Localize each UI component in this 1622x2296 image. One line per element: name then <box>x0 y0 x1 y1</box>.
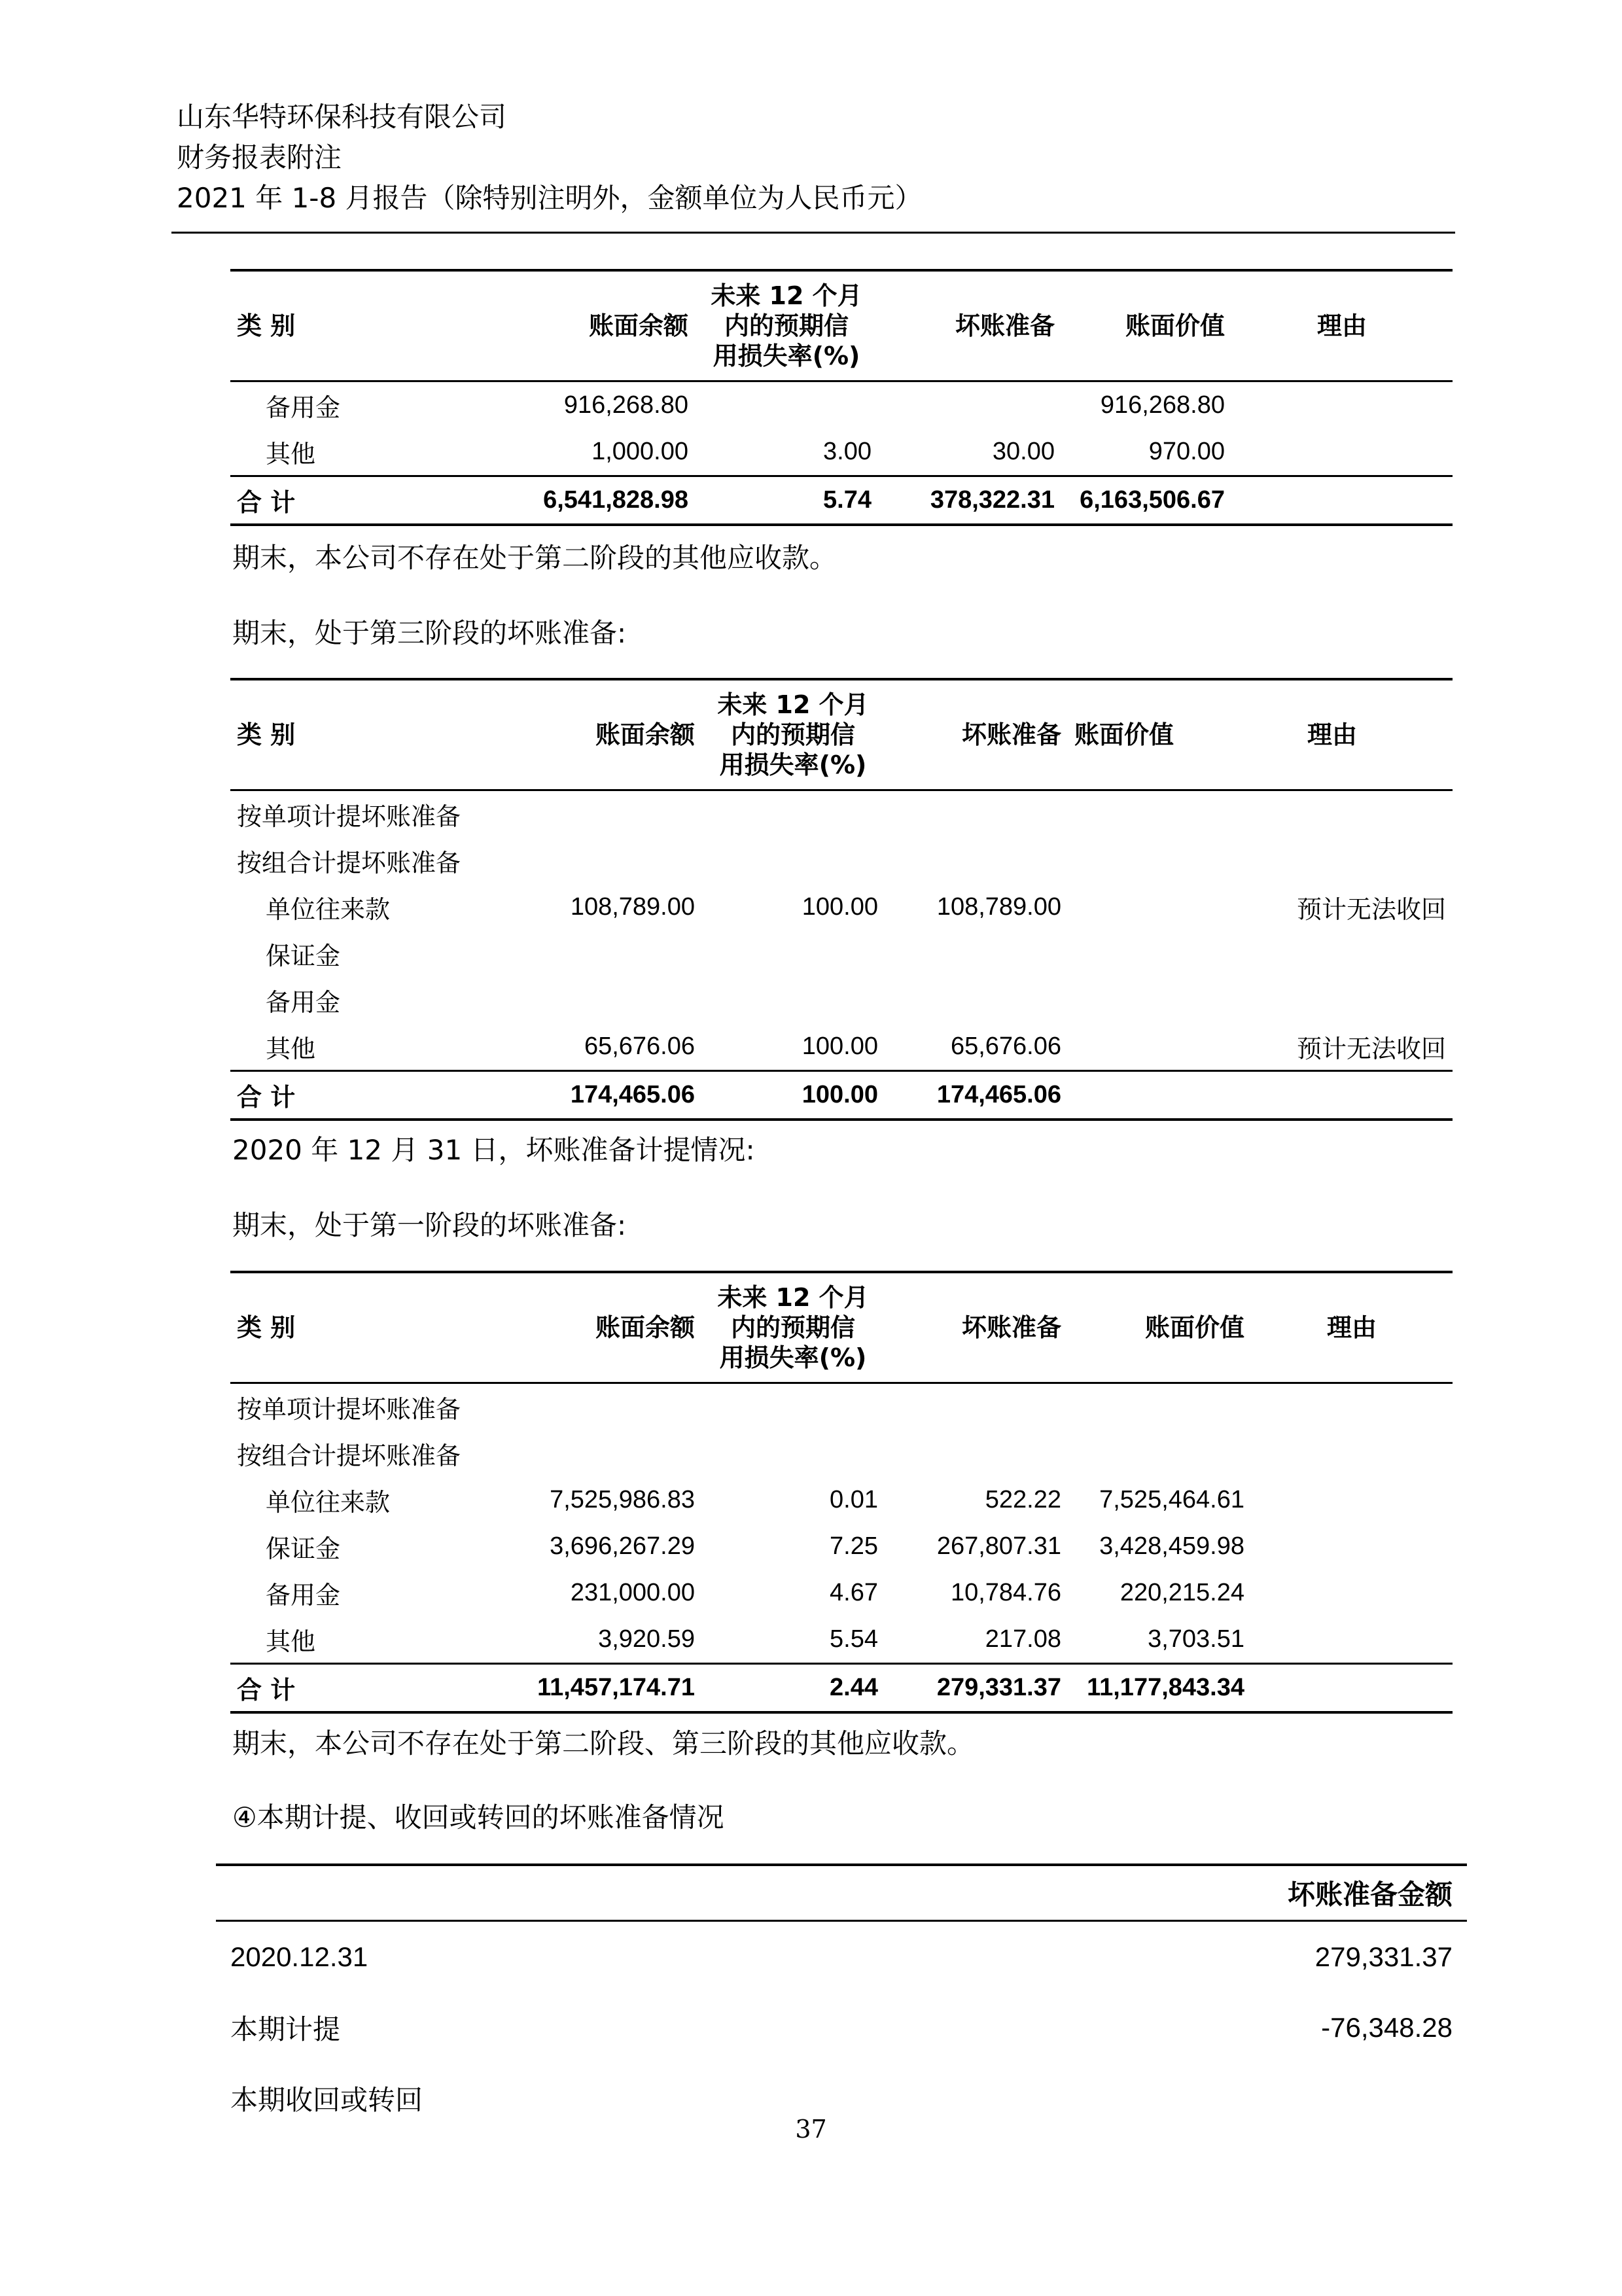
row-label: 备用金 <box>266 393 341 422</box>
table-row <box>230 1430 1453 1477</box>
table-row <box>230 1383 1453 1431</box>
cell-allowance: 279,331.37 <box>936 1674 1061 1701</box>
cell-loss-rate <box>701 1383 885 1431</box>
page-header <box>177 97 923 219</box>
cell-allowance <box>885 790 1068 838</box>
col-category: 类 别 <box>237 311 296 340</box>
cell-loss-rate: 2.44 <box>830 1674 878 1701</box>
cell-loss-rate: 5.54 <box>830 1625 878 1653</box>
cell-allowance <box>885 1430 1068 1477</box>
col-book-balance: 账面余额 <box>595 1313 695 1342</box>
note-stage3-title: 期末，处于第三阶段的坏账准备: <box>232 617 627 649</box>
row-label: 其他 <box>266 440 316 468</box>
stage3-table <box>230 678 1453 1121</box>
cell-book-balance <box>485 1383 701 1431</box>
cell-book-balance: 3,696,267.29 <box>550 1532 695 1560</box>
cell-loss-rate <box>695 381 878 429</box>
row-label: 保证金 <box>266 1534 341 1563</box>
table-row <box>230 930 1453 977</box>
table-row <box>230 790 1453 838</box>
table-row <box>230 429 1453 476</box>
col-category: 类 别 <box>237 1313 296 1342</box>
cell-reason <box>1251 1430 1453 1477</box>
row-label: 按单项计提坏账准备 <box>237 1395 461 1424</box>
cell-carrying: 11,177,843.34 <box>1087 1674 1244 1701</box>
table-row <box>216 1992 1467 2063</box>
header-rule <box>171 232 1455 234</box>
cell-allowance <box>885 977 1068 1023</box>
note-no-stage2-3: 期末，本公司不存在处于第二阶段、第三阶段的其他应收款。 <box>232 1727 975 1759</box>
cell-allowance <box>885 1383 1068 1431</box>
row-label: 单位往来款 <box>266 895 391 924</box>
row-label: 备用金 <box>266 1581 341 1610</box>
cell-book-balance: 7,525,986.83 <box>550 1486 695 1513</box>
movement-amount: -76,348.28 <box>1321 2012 1453 2043</box>
movement-amount: 279,331.37 <box>1314 1941 1453 1972</box>
company-name: 山东华特环保科技有限公司 <box>177 101 507 133</box>
note-stage2: 期末，本公司不存在处于第二阶段的其他应收款。 <box>232 542 837 574</box>
cell-allowance: 65,676.06 <box>950 1033 1061 1060</box>
cell-loss-rate: 5.74 <box>823 486 872 514</box>
row-label: 合 计 <box>237 488 296 517</box>
cell-carrying <box>1068 790 1212 838</box>
cell-reason <box>1251 1616 1453 1664</box>
cell-loss-rate: 100.00 <box>802 1033 878 1060</box>
note-stage1-title: 期末，处于第一阶段的坏账准备: <box>232 1209 627 1241</box>
row-label: 单位往来款 <box>266 1488 391 1517</box>
cell-carrying: 220,215.24 <box>1120 1579 1244 1606</box>
table-row <box>230 1477 1453 1523</box>
cell-book-balance: 3,920.59 <box>598 1625 695 1653</box>
col-carrying: 账面价值 <box>1144 1313 1244 1342</box>
note-movement-title: ④本期计提、收回或转回的坏账准备情况 <box>232 1801 724 1833</box>
cell-carrying <box>1068 1383 1251 1431</box>
cell-allowance: 10,784.76 <box>950 1579 1061 1606</box>
cell-loss-rate: 4.67 <box>830 1579 878 1606</box>
cell-book-balance: 6,541,828.98 <box>543 486 688 514</box>
row-label: 其他 <box>266 1627 316 1656</box>
stage1-table-2020 <box>230 1271 1453 1714</box>
cell-reason <box>1212 790 1453 838</box>
table-row <box>216 1921 1467 1993</box>
cell-book-balance: 231,000.00 <box>570 1579 695 1606</box>
row-label: 备用金 <box>266 988 341 1017</box>
col-category: 类 别 <box>237 720 296 749</box>
table-row <box>230 884 1453 930</box>
cell-loss-rate <box>701 1430 885 1477</box>
note-2020-title: 2020 年 12 月 31 日，坏账准备计提情况: <box>232 1134 755 1166</box>
cell-loss-rate <box>701 977 885 1023</box>
cell-reason: 预计无法收回 <box>1296 895 1446 924</box>
row-label: 合 计 <box>237 1676 296 1704</box>
cell-book-balance <box>485 1430 701 1477</box>
table-row <box>230 1616 1453 1664</box>
movement-label: 2020.12.31 <box>230 1941 368 1972</box>
table-row <box>230 381 1453 429</box>
cell-book-balance: 11,457,174.71 <box>537 1674 695 1701</box>
cell-book-balance: 65,676.06 <box>584 1033 695 1060</box>
cell-allowance: 108,789.00 <box>936 893 1061 921</box>
cell-reason <box>1212 838 1453 884</box>
col-allowance-amount: 坏账准备金额 <box>1287 1879 1453 1911</box>
allowance-movement-table <box>216 1863 1467 2134</box>
cell-reason <box>1251 1664 1453 1713</box>
row-label: 保证金 <box>266 942 341 970</box>
col-allowance: 坏账准备 <box>955 311 1055 340</box>
cell-reason <box>1251 1477 1453 1523</box>
cell-allowance <box>878 381 1061 429</box>
table-row <box>230 1523 1453 1570</box>
col-reason: 理由 <box>1307 720 1357 749</box>
cell-book-balance: 174,465.06 <box>570 1081 695 1108</box>
cell-carrying: 916,268.80 <box>1100 391 1225 419</box>
cell-reason <box>1231 381 1453 429</box>
table-header-row <box>230 270 1453 381</box>
cell-loss-rate: 0.01 <box>830 1486 878 1513</box>
cell-loss-rate: 100.00 <box>802 1081 878 1108</box>
cell-loss-rate: 3.00 <box>823 438 872 465</box>
cell-allowance: 174,465.06 <box>936 1081 1061 1108</box>
movement-label: 本期计提 <box>230 2013 341 2045</box>
cell-carrying: 970.00 <box>1148 438 1225 465</box>
cell-loss-rate: 100.00 <box>802 893 878 921</box>
cell-allowance <box>885 930 1068 977</box>
cell-book-balance: 108,789.00 <box>570 893 695 921</box>
cell-book-balance: 1,000.00 <box>591 438 688 465</box>
table-header-row <box>230 679 1453 790</box>
col-carrying: 账面价值 <box>1125 311 1225 340</box>
cell-book-balance <box>485 838 701 884</box>
cell-reason <box>1251 1523 1453 1570</box>
cell-book-balance <box>485 930 701 977</box>
cell-allowance: 30.00 <box>992 438 1055 465</box>
cell-reason <box>1231 429 1453 476</box>
table-row <box>230 1023 1453 1071</box>
cell-carrying: 3,703.51 <box>1148 1625 1244 1653</box>
row-label: 按组合计提坏账准备 <box>237 1441 461 1470</box>
total-row <box>230 1664 1453 1713</box>
cell-carrying <box>1068 884 1212 930</box>
cell-carrying <box>1068 1071 1212 1120</box>
row-label: 按组合计提坏账准备 <box>237 849 461 877</box>
movement-label: 本期收回或转回 <box>230 2084 423 2116</box>
col-loss-rate: 未来 12 个月 内的预期信 用损失率(%) <box>717 690 869 779</box>
cell-loss-rate: 7.25 <box>830 1532 878 1560</box>
cell-reason <box>1251 1383 1453 1431</box>
col-book-balance: 账面余额 <box>588 311 688 340</box>
cell-carrying <box>1068 977 1212 1023</box>
cell-reason <box>1212 1071 1453 1120</box>
cell-reason <box>1212 977 1453 1023</box>
col-loss-rate: 未来 12 个月 内的预期信 用损失率(%) <box>717 1283 869 1372</box>
cell-carrying <box>1068 1430 1251 1477</box>
cell-carrying: 3,428,459.98 <box>1099 1532 1244 1560</box>
table-row <box>230 1570 1453 1616</box>
row-label: 合 计 <box>237 1083 296 1112</box>
row-label: 按单项计提坏账准备 <box>237 802 461 831</box>
cell-carrying <box>1068 838 1212 884</box>
cell-book-balance <box>485 977 701 1023</box>
col-reason: 理由 <box>1316 311 1367 340</box>
total-row <box>230 1071 1453 1120</box>
cell-loss-rate <box>701 790 885 838</box>
cell-carrying <box>1068 1023 1212 1071</box>
cell-allowance: 267,807.31 <box>936 1532 1061 1560</box>
row-label: 其他 <box>266 1034 316 1063</box>
col-allowance: 坏账准备 <box>961 720 1061 749</box>
col-carrying: 账面价值 <box>1074 720 1174 749</box>
stage1-table-continued <box>230 269 1453 526</box>
cell-allowance: 378,322.31 <box>930 486 1055 514</box>
cell-loss-rate <box>701 930 885 977</box>
cell-book-balance <box>485 790 701 838</box>
col-book-balance: 账面余额 <box>595 720 695 749</box>
cell-reason <box>1231 476 1453 525</box>
cell-carrying: 6,163,506.67 <box>1080 486 1225 514</box>
period-note: 2021 年 1-8 月报告（除特别注明外，金额单位为人民币元） <box>177 182 923 214</box>
cell-carrying: 7,525,464.61 <box>1099 1486 1244 1513</box>
movement-header-row <box>216 1865 1467 1921</box>
cell-book-balance: 916,268.80 <box>563 391 688 419</box>
cell-reason <box>1212 930 1453 977</box>
cell-allowance: 217.08 <box>985 1625 1061 1653</box>
cell-reason <box>1251 1570 1453 1616</box>
col-allowance: 坏账准备 <box>961 1313 1061 1342</box>
cell-reason: 预计无法收回 <box>1296 1034 1446 1063</box>
table-row <box>230 977 1453 1023</box>
document-title: 财务报表附注 <box>177 141 342 173</box>
table-row <box>230 838 1453 884</box>
cell-allowance <box>885 838 1068 884</box>
col-reason: 理由 <box>1326 1313 1377 1342</box>
cell-allowance: 522.22 <box>985 1486 1061 1513</box>
table-header-row <box>230 1272 1453 1383</box>
cell-carrying <box>1068 930 1212 977</box>
cell-loss-rate <box>701 838 885 884</box>
total-row <box>230 476 1453 525</box>
col-loss-rate: 未来 12 个月 内的预期信 用损失率(%) <box>711 281 862 370</box>
page-number: 37 <box>795 2115 827 2144</box>
